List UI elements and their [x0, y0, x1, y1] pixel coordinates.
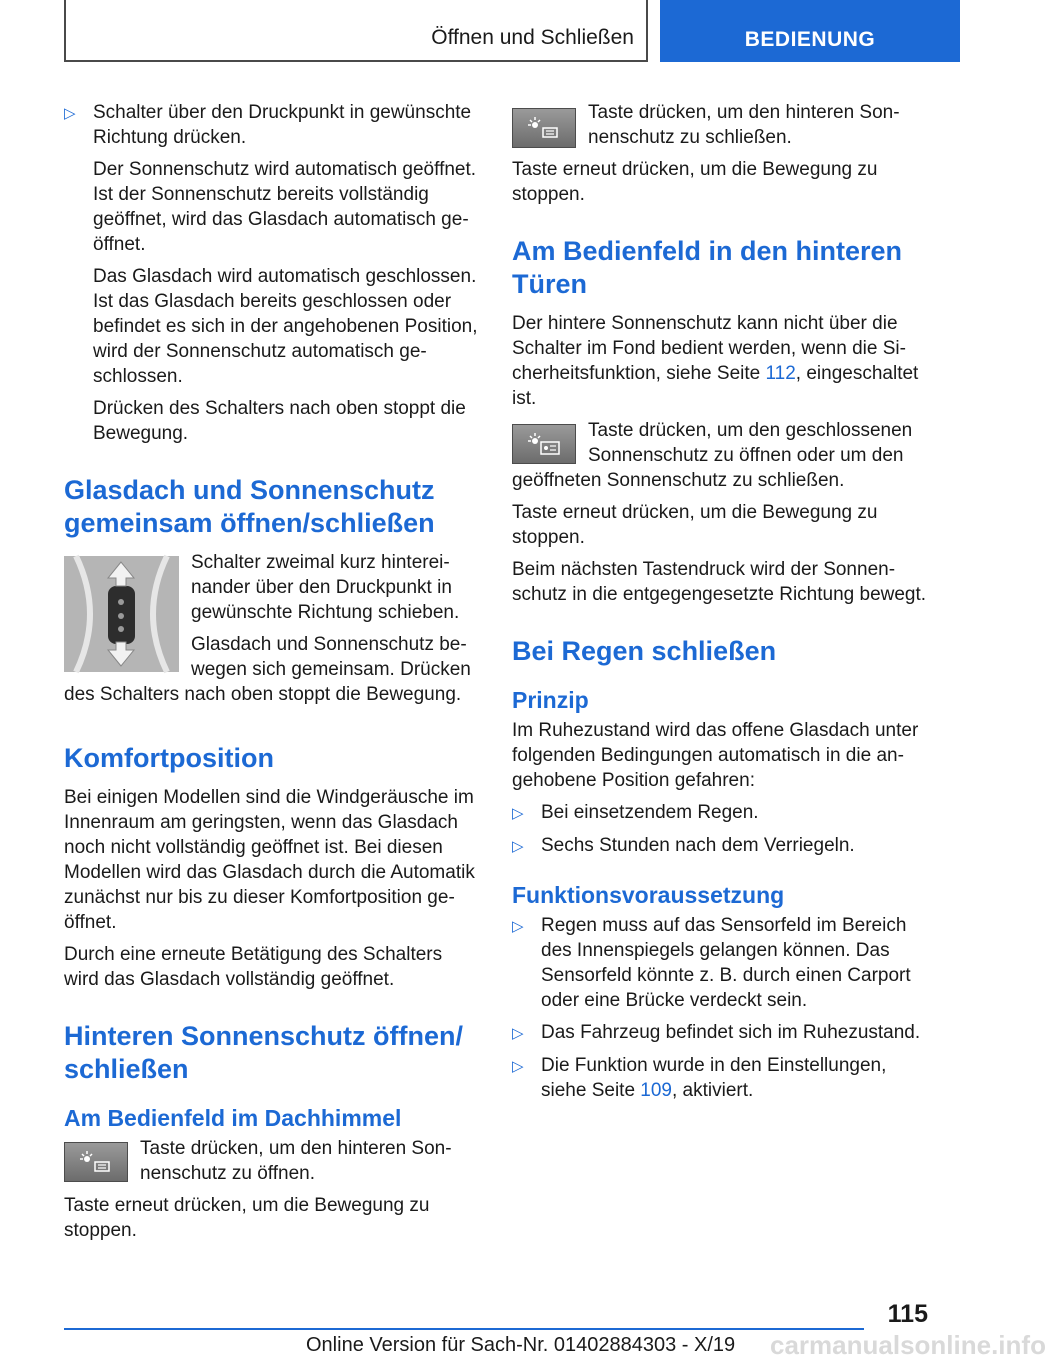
paragraph: Durch eine erneute Betätigung des Schalters wird das Glasdach vollständig geöffnet.	[64, 944, 443, 990]
list-item	[512, 1053, 928, 1103]
left-column	[64, 100, 480, 1250]
list-item	[512, 1020, 928, 1046]
text-run: , aktiviert.	[672, 1080, 754, 1101]
bullet-triangle-icon: ▷	[512, 838, 524, 855]
bullet-text: Das Fahrzeug befindet sich im Ruhezustand.	[541, 1022, 921, 1043]
sunshade-button-icon	[512, 108, 576, 148]
page-link-112[interactable]: 112	[765, 363, 796, 384]
bullet-text: Sechs Stunden nach dem Verriegeln.	[541, 835, 855, 856]
paragraph: Taste erneut drücken, um die Bewegung zu stoppen.	[64, 1195, 430, 1241]
roof-switch-illustration	[64, 556, 179, 672]
paragraph: Im Ruhezustand wird das offene Glasdach unter folgenden Bedingungen automatisch in die angehobene Position gefahren:	[512, 720, 919, 791]
paragraph: Der Sonnenschutz wird automatisch geöffnet. Ist der Sonnenschutz bereits vollständig geöffnet, wird das Glasdach automatisch geöffnet.	[93, 159, 477, 255]
heading-bedienfeld-tueren: Am Bedienfeld in den hinteren Türen	[512, 236, 903, 299]
right-column	[512, 100, 928, 1110]
footer-divider	[64, 1328, 864, 1330]
chapter-tab	[660, 0, 960, 62]
chapter-title: BEDIENUNG	[744, 28, 876, 51]
section-title: Öffnen und Schließen	[431, 26, 634, 49]
paragraph: Beim nächsten Tastendruck wird der Sonnenschutz in die entgegengesetzte Richtung bewegt.	[512, 559, 927, 605]
bullet-triangle-icon: ▷	[512, 918, 524, 935]
roof-switch-image	[64, 556, 179, 672]
bullet-text: Schalter über den Druckpunkt in gewünschte Richtung drücken.	[93, 102, 472, 148]
heading-bei-regen-schliessen: Bei Regen schließen	[512, 636, 777, 666]
list-item	[64, 100, 480, 150]
paragraph: Glasdach und Sonnenschutz bewegen sich gemeinsam. Drücken des Schalters nach oben stoppt die Bewegung.	[64, 634, 471, 705]
watermark: carmanualsonline.info	[770, 1330, 1046, 1360]
text-run: Der hintere Sonnenschutz kann nicht über die Schalter im Fond bedient werden, wenn die Sicherheitsfunktion, siehe Seite	[512, 313, 906, 384]
heading-funktionsvoraussetzung: Funktionsvoraussetzung	[512, 882, 785, 908]
heading-bedienfeld-dachhimmel: Am Bedienfeld im Dachhimmel	[64, 1105, 402, 1131]
page-link-109[interactable]: 109	[640, 1080, 672, 1101]
paragraph: Taste erneut drücken, um die Bewegung zu stoppen.	[512, 502, 878, 548]
list-item	[512, 913, 928, 1013]
heading-prinzip: Prinzip	[512, 687, 589, 713]
list-item	[512, 833, 928, 859]
paragraph: Taste drücken, um den hinteren Sonnenschutz zu öffnen.	[140, 1138, 452, 1184]
bullet-triangle-icon: ▷	[512, 805, 524, 822]
paragraph: Bei einigen Modellen sind die Windgeräusche im Innenraum am geringsten, wenn das Glasdach noch nicht vollständig geöffnet ist. Bei diesen Modellen wird das Glasdach durch die Automatik zunächst nur bis zu dieser Komfortposition geöffnet.	[64, 787, 475, 933]
paragraph: Drücken des Schalters nach oben stoppt die Bewegung.	[93, 398, 466, 444]
text-run: Die Funktion wurde in den Einstellungen, siehe Seite	[541, 1055, 887, 1101]
text-run: , eingeschaltet ist.	[512, 363, 919, 409]
heading-hinteren-sonnenschutz: Hinteren Sonnenschutz öffnen/ schließen	[64, 1021, 464, 1084]
heading-komfortposition: Komfortposition	[64, 743, 274, 773]
bullet-text	[541, 1053, 928, 1103]
bullet-text: Regen muss auf das Sensorfeld im Bereich des Innenspiegels gelangen können. Das Sensorfeld könnte z. B. durch einen Carport oder eine Brücke verdeckt sein.	[541, 915, 911, 1011]
bullet-triangle-icon: ▷	[512, 1025, 524, 1042]
page-number: 115	[887, 1300, 928, 1328]
paragraph: Taste drücken, um den geschlossenen Sonnenschutz zu öffnen oder um den geöffneten Sonnenschutz zu schließen.	[512, 420, 913, 491]
paragraph: Schalter zweimal kurz hintereinander über den Druckpunkt in gewünschte Richtung schieben.	[191, 552, 460, 623]
paragraph: Taste drücken, um den hinteren Sonnenschutz zu schließen.	[588, 102, 900, 148]
bullet-text: Bei einsetzendem Regen.	[541, 802, 759, 823]
heading-glasdach-sonnenschutz: Glasdach und Sonnenschutz gemeinsam öffnen/schließen	[64, 475, 435, 538]
sunshade-button-icon	[64, 1142, 128, 1182]
paragraph: Das Glasdach wird automatisch geschlossen. Ist das Glasdach bereits geschlossen oder befindet es sich in der angehobenen Position, wird der Sonnenschutz automatisch geschlossen.	[93, 266, 478, 387]
online-version-text: Online Version für Sach-Nr. 01402884303 - X/19	[306, 1334, 736, 1356]
paragraph: Taste erneut drücken, um die Bewegung zu stoppen.	[512, 159, 878, 205]
list-item	[512, 800, 928, 826]
door-sunshade-button-icon	[512, 424, 576, 464]
paragraph	[512, 311, 928, 411]
running-header-section	[64, 0, 648, 62]
bullet-triangle-icon: ▷	[64, 105, 76, 122]
bullet-triangle-icon: ▷	[512, 1058, 524, 1075]
